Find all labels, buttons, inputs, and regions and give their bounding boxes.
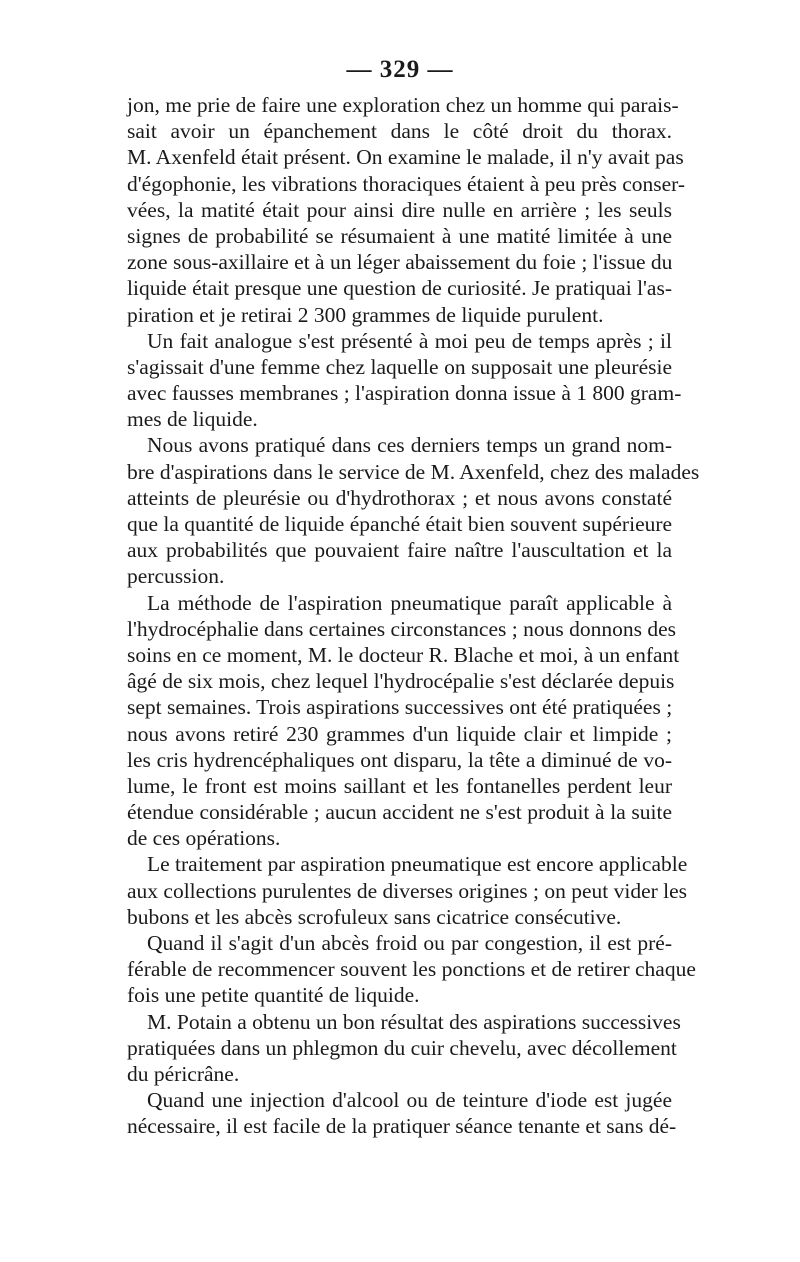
text-line: La méthode de l'aspiration pneumatique paraît applicable à xyxy=(147,590,672,615)
text-line: bre d'aspirations dans le service de M. Axenfeld, chez des malades xyxy=(127,459,700,484)
text-line: s'agissait d'une femme chez laquelle on supposait une pleurésie xyxy=(127,354,672,379)
text-line: nécessaire, il est facile de la pratiquer séance tenante et sans dé- xyxy=(127,1114,677,1139)
text-line: pratiquées dans un phlegmon du cuir chevelu, avec décollement xyxy=(127,1035,677,1060)
text-line: M. Axenfeld était présent. On examine le malade, il n'y avait pas xyxy=(127,145,684,170)
text-line: Quand il s'agit d'un abcès froid ou par congestion, il est pré- xyxy=(147,931,672,955)
text-line: soins en ce moment, M. le docteur R. Blache et moi, à un enfant xyxy=(127,642,680,667)
text-line: vées, la matité était pour ainsi dire nulle en arrière ; les seuls xyxy=(127,197,672,222)
text-line: bubons et les abcès scrofuleux sans cicatrice consécutive. xyxy=(127,904,622,929)
text-line: aux collections purulentes de diverses origines ; on peut vider les xyxy=(127,878,688,903)
text-line: liquide était presque une question de curiosité. Je pratiquai l'as- xyxy=(127,276,672,301)
text-line: lume, le front est moins saillant et les fontanelles perdent leur xyxy=(127,773,672,798)
text-line: signes de probabilité se résumaient à une matité limitée à une xyxy=(127,223,672,248)
text-line: Quand une injection d'alcool ou de teinture d'iode est jugée xyxy=(147,1088,672,1113)
text-line: férable de recommencer souvent les ponctions et de retirer chaque xyxy=(127,957,696,982)
text-line: nous avons retiré 230 grammes d'un liquide clair et limpide ; xyxy=(127,721,672,746)
text-line: zone sous-axillaire et à un léger abaissement du foie ; l'issue du xyxy=(127,250,673,275)
text-line: atteints de pleurésie ou d'hydrothorax ; et nous avons constaté xyxy=(127,485,672,510)
text-line: fois une petite quantité de liquide. xyxy=(127,983,420,1008)
text-line: de ces opérations. xyxy=(127,826,281,851)
text-line: Nous avons pratiqué dans ces derniers temps un grand nom- xyxy=(147,433,672,458)
text-line: d'égophonie, les vibrations thoraciques étaient à peu près conser- xyxy=(127,171,686,196)
text-line: âgé de six mois, chez lequel l'hydrocépalie s'est déclarée depuis xyxy=(127,669,675,694)
text-line: Un fait analogue s'est présenté à moi peu de temps après ; il xyxy=(147,328,672,353)
text-line: M. Potain a obtenu un bon résultat des aspirations successives xyxy=(147,1009,681,1034)
text-line: percussion. xyxy=(127,564,225,589)
text-line: sept semaines. Trois aspirations successives ont été pratiquées ; xyxy=(127,695,673,720)
text-line: l'hydrocéphalie dans certaines circonstances ; nous donnons des xyxy=(127,616,676,641)
text-line: les cris hydrencéphaliques ont disparu, la tête a diminué de vo- xyxy=(127,747,672,772)
text-line: piration et je retirai 2 300 grammes de liquide purulent. xyxy=(127,302,604,327)
text-line: jon, me prie de faire une exploration chez un homme qui parais- xyxy=(127,93,679,117)
text-line: sait avoir un épanchement dans le côté droit du thorax. xyxy=(127,119,672,144)
text-line: Le traitement par aspiration pneumatique est encore applicable xyxy=(147,852,688,877)
text-line: du péricrâne. xyxy=(127,1061,240,1086)
text-line: avec fausses membranes ; l'aspiration donna issue à 1 800 gram- xyxy=(127,381,682,406)
text-line: aux probabilités que pouvaient faire naître l'auscultation et la xyxy=(127,538,672,563)
body-text xyxy=(127,92,700,1140)
text-line: étendue considérable ; aucun accident ne s'est produit à la suite xyxy=(127,800,672,825)
text-line: mes de liquide. xyxy=(127,407,258,432)
text-line: que la quantité de liquide épanché était bien souvent supérieure xyxy=(127,512,673,536)
page-number-header: — 329 — xyxy=(346,56,454,83)
